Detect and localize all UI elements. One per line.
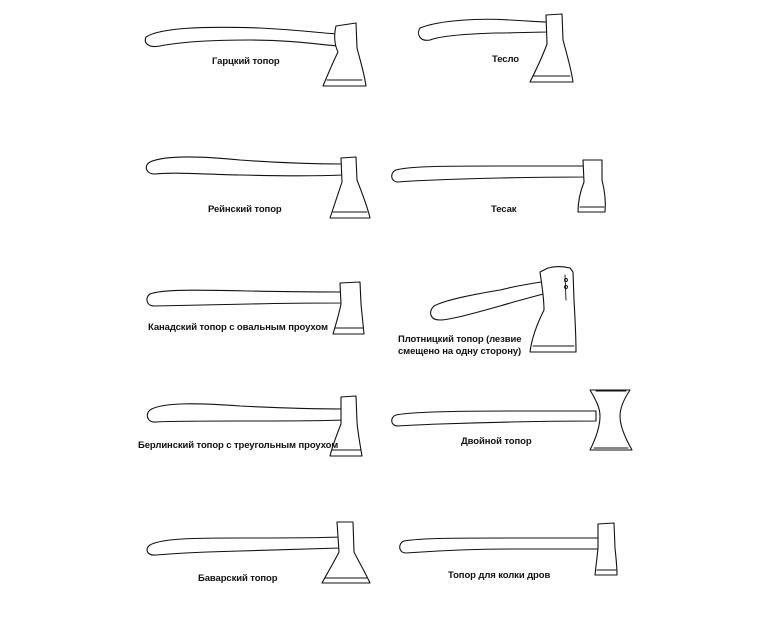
axe-teslo-label: Тесло (492, 54, 519, 65)
axe-garz-label: Гарцкий топор (212, 56, 280, 67)
axe-canadian-label: Канадский топор с овальным проухом (148, 322, 328, 333)
axe-splitting-head (595, 523, 617, 575)
axe-carpenter-label: Плотницкий топор (лезвие смещено на одну сторону) (398, 334, 522, 357)
axe-berlin-label: Берлинский топор с треугольным проухом (138, 440, 339, 451)
axe-tesak-label: Тесак (491, 204, 517, 215)
axe-rhine-label: Рейнский топор (208, 204, 282, 215)
axe-splitting-handle (400, 538, 600, 553)
axe-splitting-label: Топор для колки дров (448, 570, 551, 581)
axe-bavarian-label: Баварский топор (198, 573, 278, 584)
axe-double-label: Двойной топор (461, 436, 532, 447)
